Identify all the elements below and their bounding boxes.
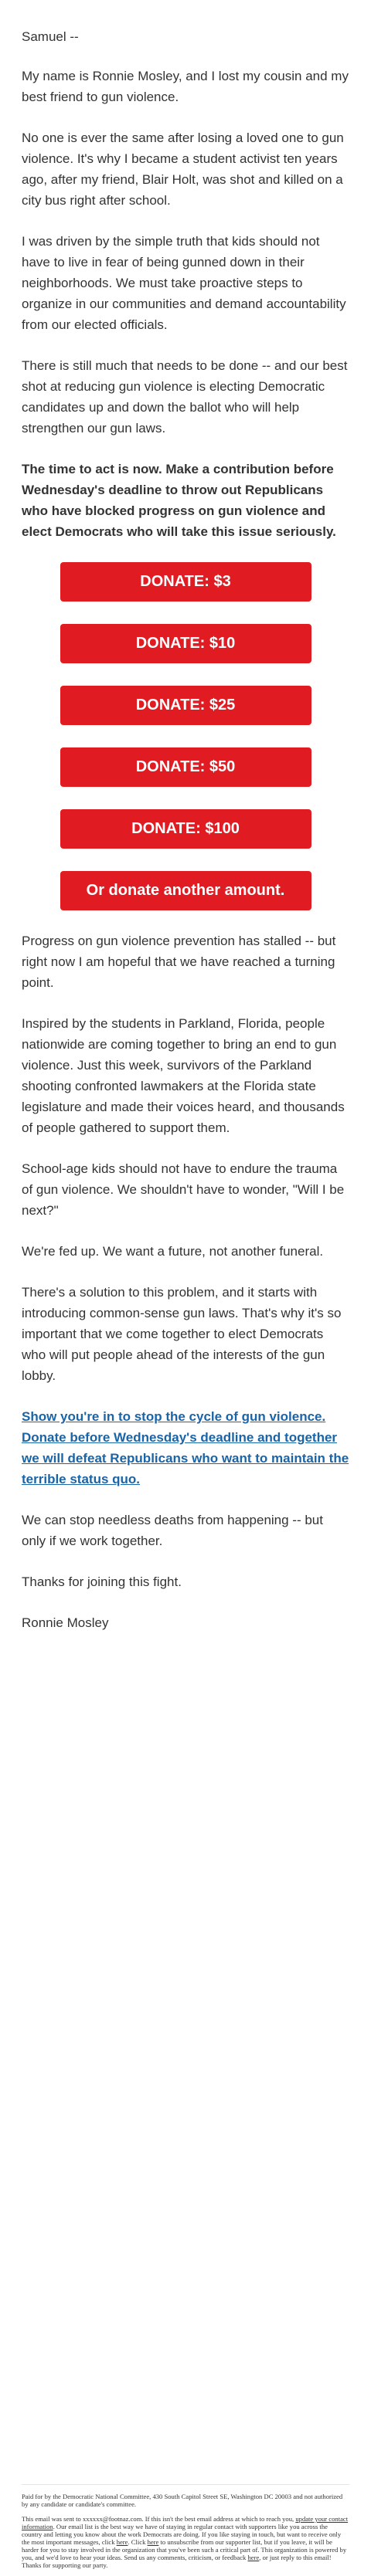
important-messages-link[interactable]: here bbox=[116, 2538, 128, 2546]
salutation: Samuel -- bbox=[22, 29, 79, 44]
donate-10-button[interactable]: DONATE: $10 bbox=[60, 624, 311, 663]
notice-text-5: , or just reply to this email! Thanks for supporting our party. bbox=[22, 2554, 332, 2569]
update-contact-link[interactable]: update your contact information bbox=[22, 2515, 349, 2530]
intro-paragraph-1: My name is Ronnie Mosley, and I lost my cousin and my best friend to gun violence. bbox=[22, 69, 349, 104]
notice-text-2: . Our email list is the best way we have of staying in regular contact with supporters like you across the country and letting you know about the work Democrats are doing. If you like staying in touch, but want to receive only the most important messages, click bbox=[22, 2523, 342, 2546]
donate-3-button[interactable]: DONATE: $3 bbox=[60, 562, 311, 602]
body-paragraph-3: School-age kids should not have to endure the trauma of gun violence. We shouldn't have to wonder, "Will I be next?" bbox=[22, 1161, 345, 1218]
donate-25-button[interactable]: DONATE: $25 bbox=[60, 686, 311, 725]
email-body bbox=[22, 26, 349, 1653]
closing-paragraph-2: Thanks for joining this fight. bbox=[22, 1574, 182, 1589]
intro-paragraph-2: No one is ever the same after losing a loved one to gun violence. It's why I became a student activist ten years ago, after my friend, Blair Holt, was shot and killed on a city bus right after school. bbox=[22, 130, 344, 208]
email-footer bbox=[22, 2484, 349, 2576]
donate-100-button[interactable]: DONATE: $100 bbox=[60, 809, 311, 849]
notice-text-4: to unsubscribe from our supporter list, but if you leave, it will be harder for you to stay involved in the organization that you've been such a critical part of. This organization is powered by you, and we'd love to hear your ideas. Send us any comments, criticism, or feedback bbox=[22, 2538, 347, 2561]
intro-paragraph-4: There is still much that needs to be done -- and our best shot at reducing gun violence is electing Democratic candidates up and down the ballot who will help strengthen our gun laws. bbox=[22, 358, 348, 436]
donate-inline-link[interactable]: Show you're in to stop the cycle of gun violence. Donate before Wednesday's deadline and together we will defeat Republicans who want to maintain the terrible status quo. bbox=[22, 1409, 349, 1486]
paid-for-disclaimer: Paid for by the Democratic National Committee, 430 South Capitol Street SE, Washington DC 20003 and not authorized by any candidate or candidate's committee. bbox=[22, 2493, 343, 2508]
body-paragraph-2: Inspired by the students in Parkland, Florida, people nationwide are coming together to bring an end to gun violence. Just this week, survivors of the Parkland shooting confronted lawmakers at the Florida state legislature and made their voices heard, and thousands of people gathered to support them. bbox=[22, 1016, 345, 1135]
call-to-action-text: The time to act is now. Make a contribution before Wednesday's deadline to throw out Republicans who have blocked progress on gun violence and elect Democrats who will take this issue seriously. bbox=[22, 462, 336, 539]
feedback-link[interactable]: here bbox=[247, 2554, 260, 2561]
signature: Ronnie Mosley bbox=[22, 1615, 109, 1630]
donate-other-amount-button[interactable]: Or donate another amount. bbox=[60, 871, 311, 910]
notice-text-3: . Click bbox=[128, 2538, 146, 2546]
intro-paragraph-3: I was driven by the simple truth that kids should not have to live in fear of being gunned down in their neighborhoods. We must take proactive steps to organize in our communities and demand accountability from our elected officials. bbox=[22, 234, 346, 332]
subscription-notice bbox=[22, 2515, 349, 2569]
unsubscribe-link[interactable]: here bbox=[147, 2538, 159, 2546]
body-paragraph-4: We're fed up. We want a future, not another funeral. bbox=[22, 1244, 324, 1259]
donate-button-list bbox=[22, 562, 349, 910]
closing-paragraph-1: We can stop needless deaths from happening -- but only if we work together. bbox=[22, 1513, 323, 1548]
donate-link-paragraph bbox=[22, 1406, 349, 1490]
body-paragraph-5: There's a solution to this problem, and it starts with introducing common-sense gun laws. That's why it's so important that we come together to elect Democrats who will put people ahead of the interests of the gun lobby. bbox=[22, 1285, 342, 1383]
donate-50-button[interactable]: DONATE: $50 bbox=[60, 747, 311, 787]
notice-text-1: This email was sent to xxxxxx@footnaz.com. If this isn't the best email address at which to reach you, bbox=[22, 2515, 294, 2523]
body-paragraph-1: Progress on gun violence prevention has stalled -- but right now I am hopeful that we have reached a turning point. bbox=[22, 934, 336, 990]
